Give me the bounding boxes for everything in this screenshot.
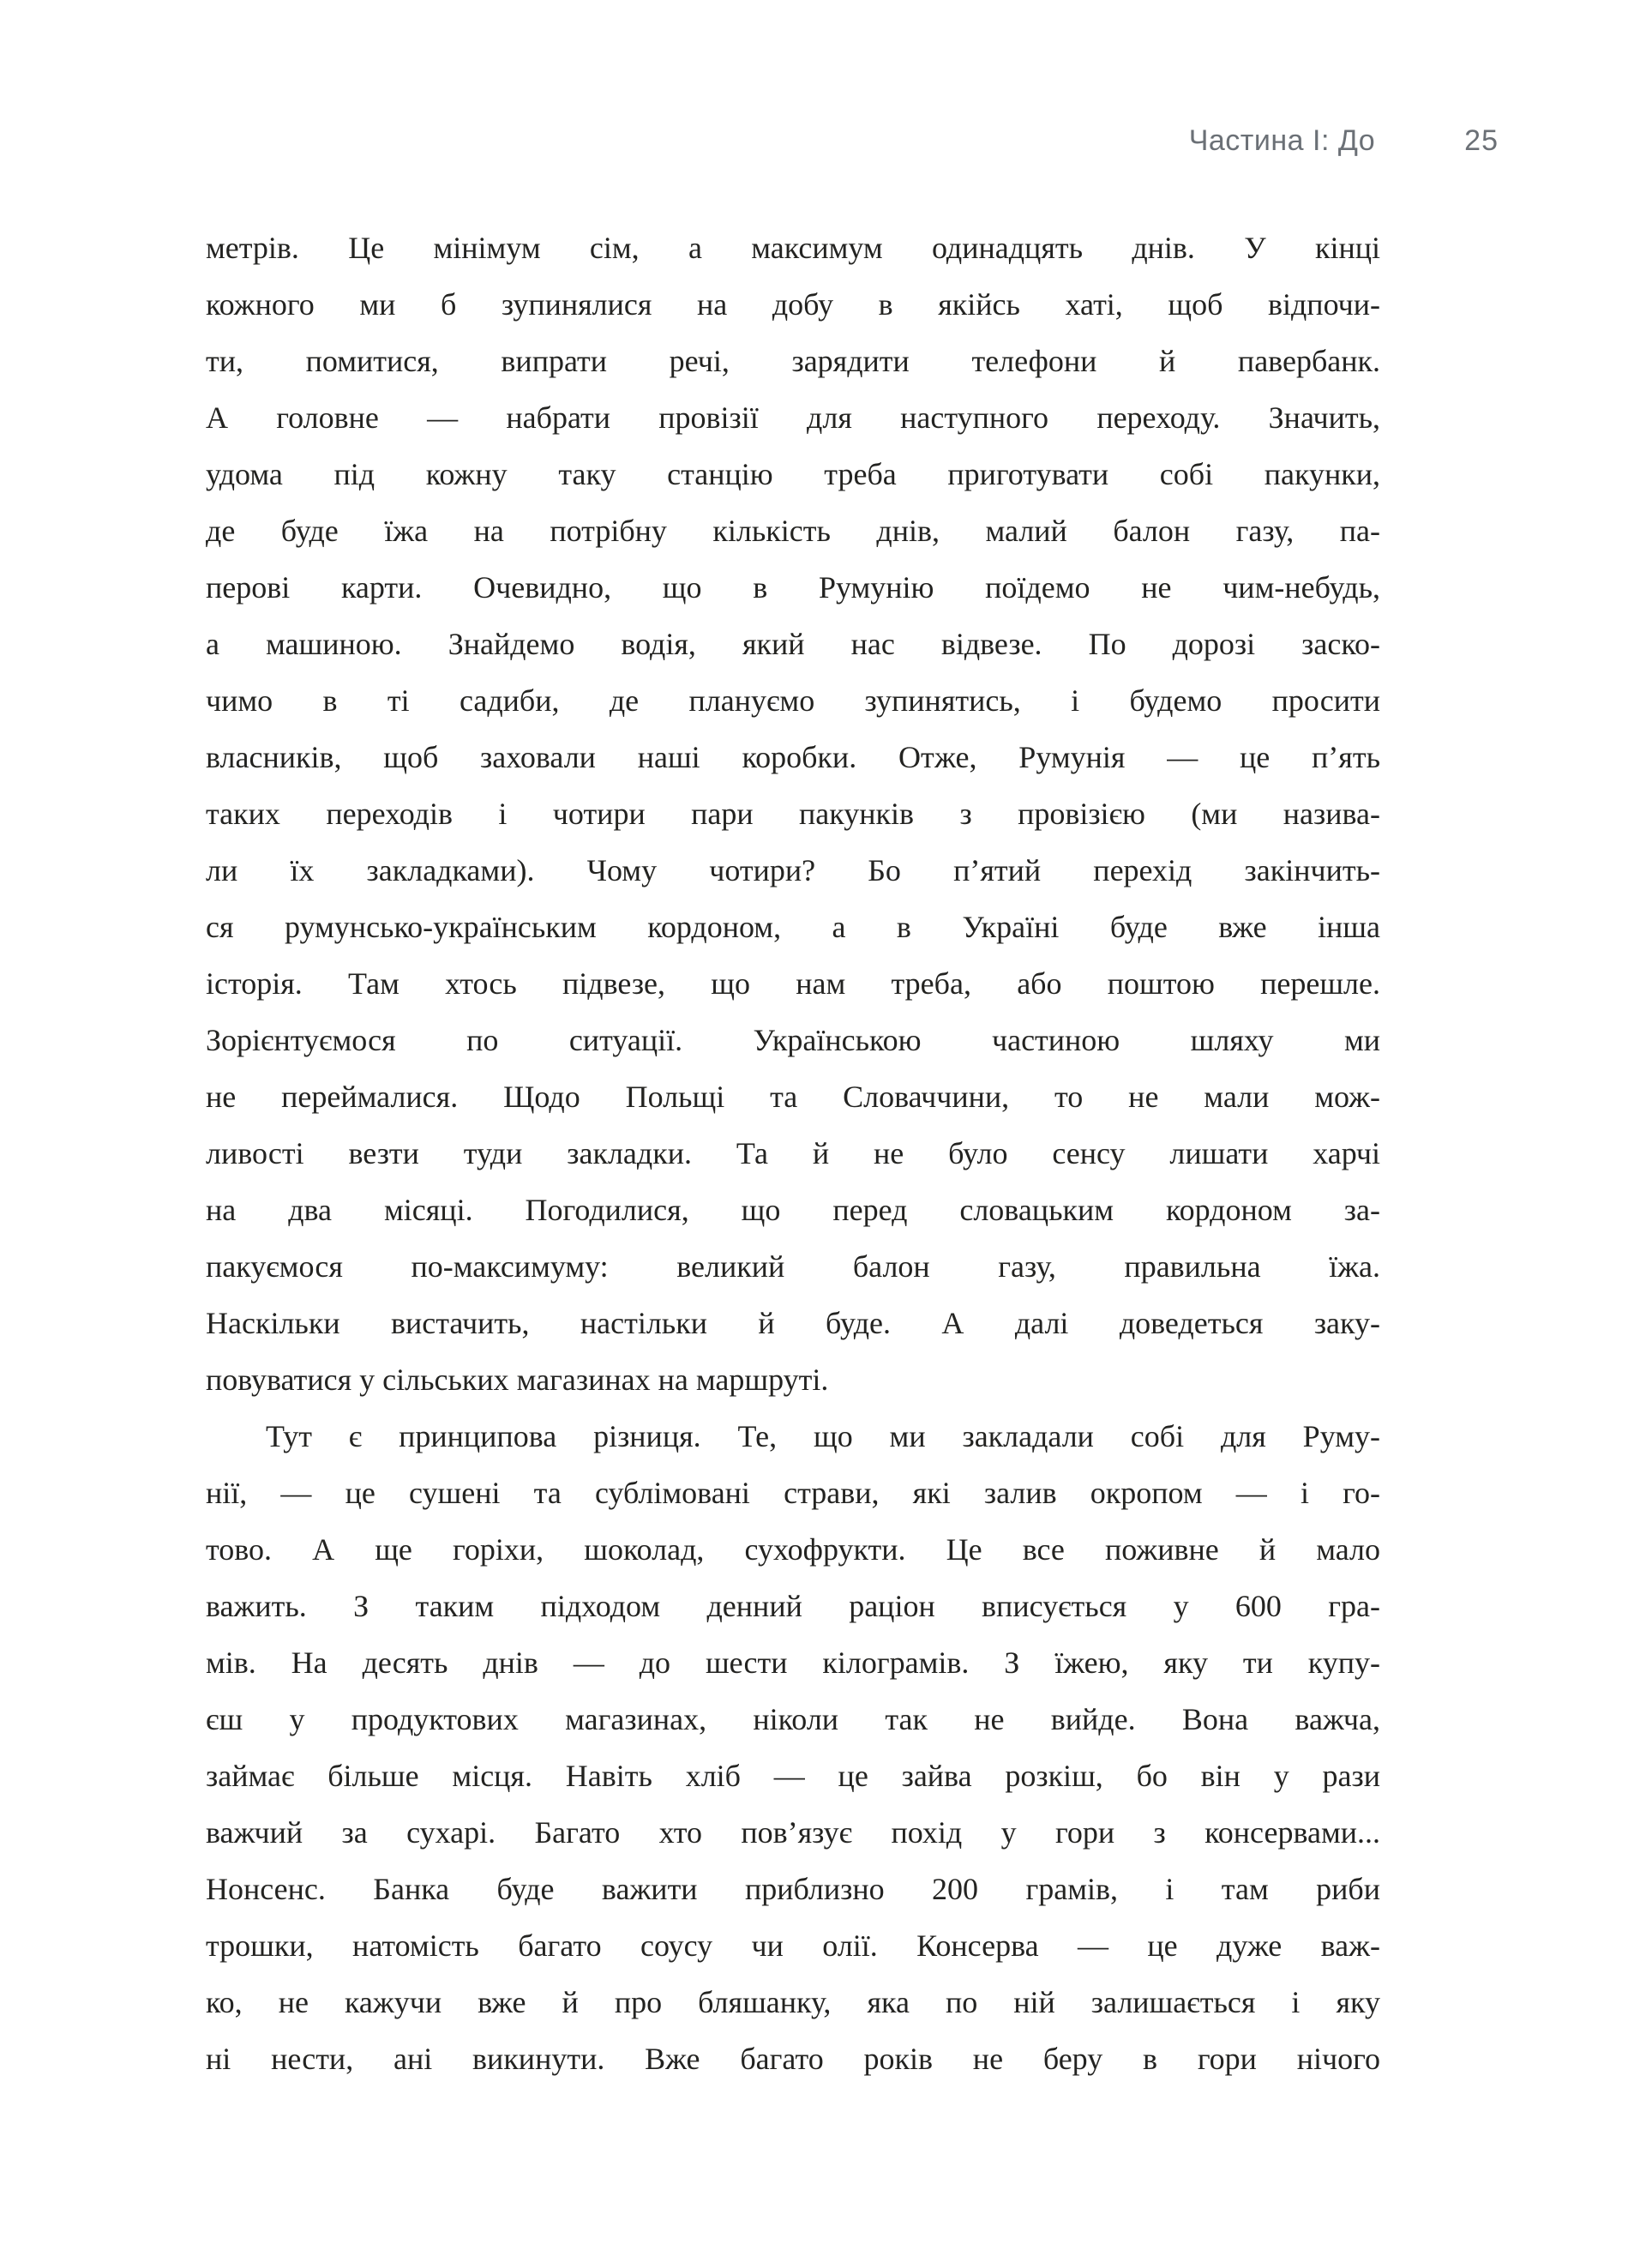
text-line: Тут є принципова різниця. Те, що ми закладали собі для Руму- [266, 1419, 1380, 1453]
text-line: власників, щоб заховали наші коробки. Отже, Румунія — це п’ять [206, 740, 1380, 774]
text-line: ні нести, ані викинути. Вже багато років не беру в гори нічого [206, 2042, 1380, 2076]
text-line: ти, помитися, випрати речі, зарядити телефони й павербанк. [206, 344, 1380, 378]
text-line: ливості везти туди закладки. Та й не було сенсу лишати харчі [206, 1136, 1380, 1170]
body-text [206, 220, 1380, 2087]
page-number: 25 [1464, 124, 1499, 157]
text-line: на два місяці. Погодилися, що перед словацьким кордоном за- [206, 1193, 1380, 1227]
text-line: трошки, натомість багато соусу чи олії. Консерва — це дуже важ- [206, 1928, 1380, 1963]
text-line: Нонсенс. Банка буде важити приблизно 200 грамів, і там риби [206, 1872, 1380, 1906]
page-header [203, 123, 1499, 158]
text-line: тово. А ще горіхи, шоколад, сухофрукти. Це все поживне й мало [206, 1532, 1380, 1567]
text-line: метрів. Це мінімум сім, а максимум одинадцять днів. У кінці [206, 231, 1380, 265]
text-line: повуватися у сільських магазинах на маршруті. [206, 1363, 829, 1397]
text-line: ко, не кажучи вже й про бляшанку, яка по ній залишається і яку [206, 1985, 1380, 2019]
text-line: єш у продуктових магазинах, ніколи так не вийде. Вона важча, [206, 1702, 1380, 1736]
text-line: мів. На десять днів — до шести кілограмів. З їжею, яку ти купу- [206, 1645, 1380, 1680]
text-line: нії, — це сушені та сублімовані страви, які залив окропом — і го- [206, 1476, 1380, 1510]
text-line: важить. З таким підходом денний раціон вписується у 600 гра- [206, 1589, 1380, 1623]
text-line: чимо в ті садиби, де плануємо зупинятись, і будемо просити [206, 683, 1380, 718]
text-line: займає більше місця. Навіть хліб — це зайва розкіш, бо він у рази [206, 1759, 1380, 1793]
text-line: історія. Там хтось підвезе, що нам треба, або поштою перешле. [206, 966, 1380, 1001]
text-line: пакуємося по-максимуму: великий балон газу, правильна їжа. [206, 1249, 1380, 1284]
text-line: кожного ми б зупинялися на добу в якійсь хаті, щоб відпочи- [206, 287, 1380, 322]
text-line: А головне — набрати провізії для наступного переходу. Значить, [206, 400, 1380, 435]
text-line: важчий за сухарі. Багато хто пов’язує похід у гори з консервами... [206, 1815, 1380, 1850]
running-title: Частина І: До [1188, 124, 1376, 157]
text-line: Наскільки вистачить, настільки й буде. А далі доведеться заку- [206, 1306, 1380, 1340]
text-line: Зорієнтуємося по ситуації. Українською частиною шляху ми [206, 1023, 1380, 1057]
text-line: де буде їжа на потрібну кількість днів, малий балон газу, па- [206, 514, 1380, 548]
text-line: не переймалися. Щодо Польщі та Словаччини, то не мали мож- [206, 1080, 1380, 1114]
text-line: ся румунсько-українським кордоном, а в Україні буде вже інша [206, 910, 1380, 944]
text-line: удома під кожну таку станцію треба приготувати собі пакунки, [206, 457, 1380, 491]
text-line: а машиною. Знайдемо водія, який нас відвезе. По дорозі заско- [206, 627, 1380, 661]
text-line: ли їх закладками). Чому чотири? Бо п’ятий перехід закінчить- [206, 853, 1380, 887]
text-line: перові карти. Очевидно, що в Румунію поїдемо не чим-небудь, [206, 570, 1380, 605]
text-line: таких переходів і чотири пари пакунків з провізією (ми назива- [206, 797, 1380, 831]
